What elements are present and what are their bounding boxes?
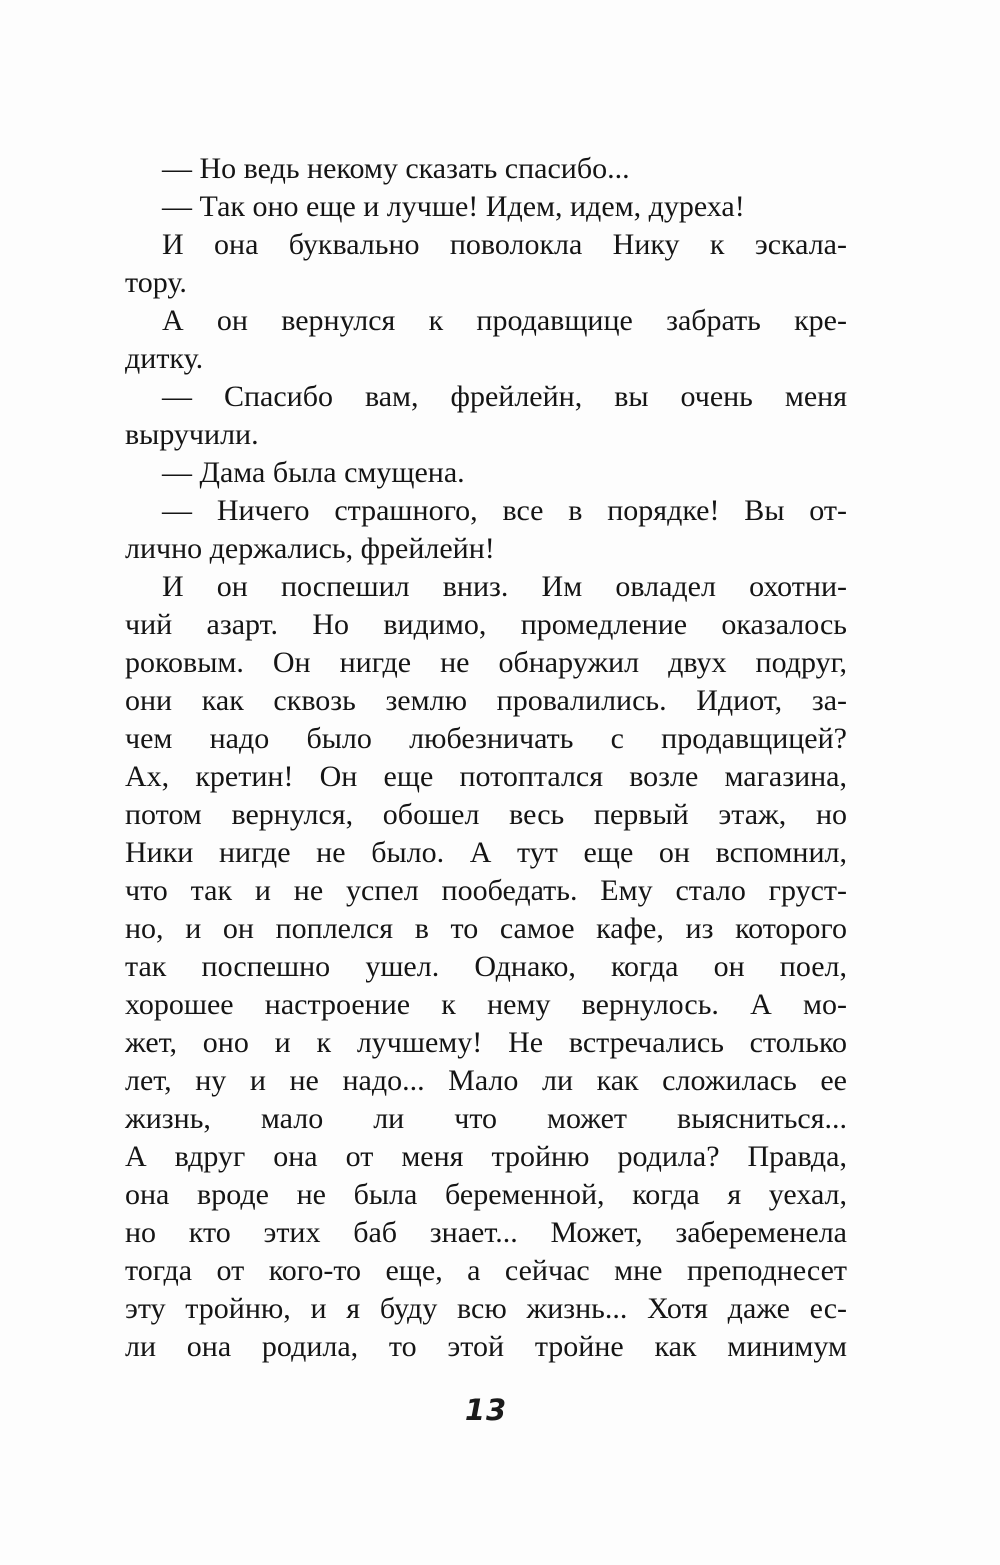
text-line: так поспешно ушел. Однако, когда он поел, (125, 950, 847, 983)
paragraph (125, 188, 847, 226)
paragraph (125, 302, 847, 378)
text-line: И она буквально поволокла Нику к эскала- (162, 228, 847, 261)
text-line: А вдруг она от меня тройню родила? Правда, (125, 1140, 847, 1173)
text-line: хорошее настроение к нему вернулось. А мо- (125, 988, 847, 1021)
paragraph (125, 568, 847, 1366)
page-number: 13 (464, 1393, 508, 1427)
paragraph (125, 378, 847, 454)
text-line: жизнь, мало ли что может выясниться... (125, 1102, 847, 1135)
text-line: — Ничего страшного, все в порядке! Вы от- (162, 494, 847, 527)
text-line: эту тройню, и я буду всю жизнь... Хотя даже ес- (125, 1292, 847, 1325)
text-line: тору. (125, 266, 187, 299)
text-line: — Спасибо вам, фрейлейн, вы очень меня (162, 380, 847, 413)
text-line: выручили. (125, 418, 259, 451)
text-line: ли она родила, то этой тройне как минимум (125, 1330, 847, 1363)
text-line: — Но ведь некому сказать спасибо... (162, 152, 630, 185)
text-line: она вроде не была беременной, когда я уехал, (125, 1178, 847, 1211)
text-line: лет, ну и не надо... Мало ли как сложилась ее (125, 1064, 847, 1097)
paragraph (125, 226, 847, 302)
paragraph (125, 150, 847, 188)
text-line: тогда от кого-то еще, а сейчас мне преподнесет (125, 1254, 847, 1287)
text-line: А он вернулся к продавщице забрать кре- (162, 304, 847, 337)
text-line: лично держались, фрейлейн! (125, 532, 495, 565)
text-line: они как сквозь землю провалились. Идиот, за- (125, 684, 847, 717)
paragraph (125, 454, 847, 492)
paragraph (125, 492, 847, 568)
text-line: чий азарт. Но видимо, промедление оказалось (125, 608, 847, 641)
text-line: Ах, кретин! Он еще потоптался возле магазина, (125, 760, 847, 793)
text-line: дитку. (125, 342, 204, 375)
text-line: чем надо было любезничать с продавщицей? (125, 722, 847, 755)
text-line: жет, оно и к лучшему! Не встречались столько (125, 1026, 847, 1059)
text-line: потом вернулся, обошел весь первый этаж, но (125, 798, 847, 831)
text-line: И он поспешил вниз. Им овладел охотни- (162, 570, 847, 603)
text-line: — Так оно еще и лучше! Идем, идем, дуреха! (162, 190, 745, 223)
text-line: что так и не успел пообедать. Ему стало груст- (125, 874, 847, 907)
text-block (125, 150, 847, 1366)
text-line: — Дама была смущена. (162, 456, 465, 489)
text-line: но, и он поплелся в то самое кафе, из которого (125, 912, 847, 945)
text-line: но кто этих баб знает... Может, забеременела (125, 1216, 847, 1249)
text-line: Ники нигде не было. А тут еще он вспомнил, (125, 836, 847, 869)
text-line: роковым. Он нигде не обнаружил двух подруг, (125, 646, 847, 679)
